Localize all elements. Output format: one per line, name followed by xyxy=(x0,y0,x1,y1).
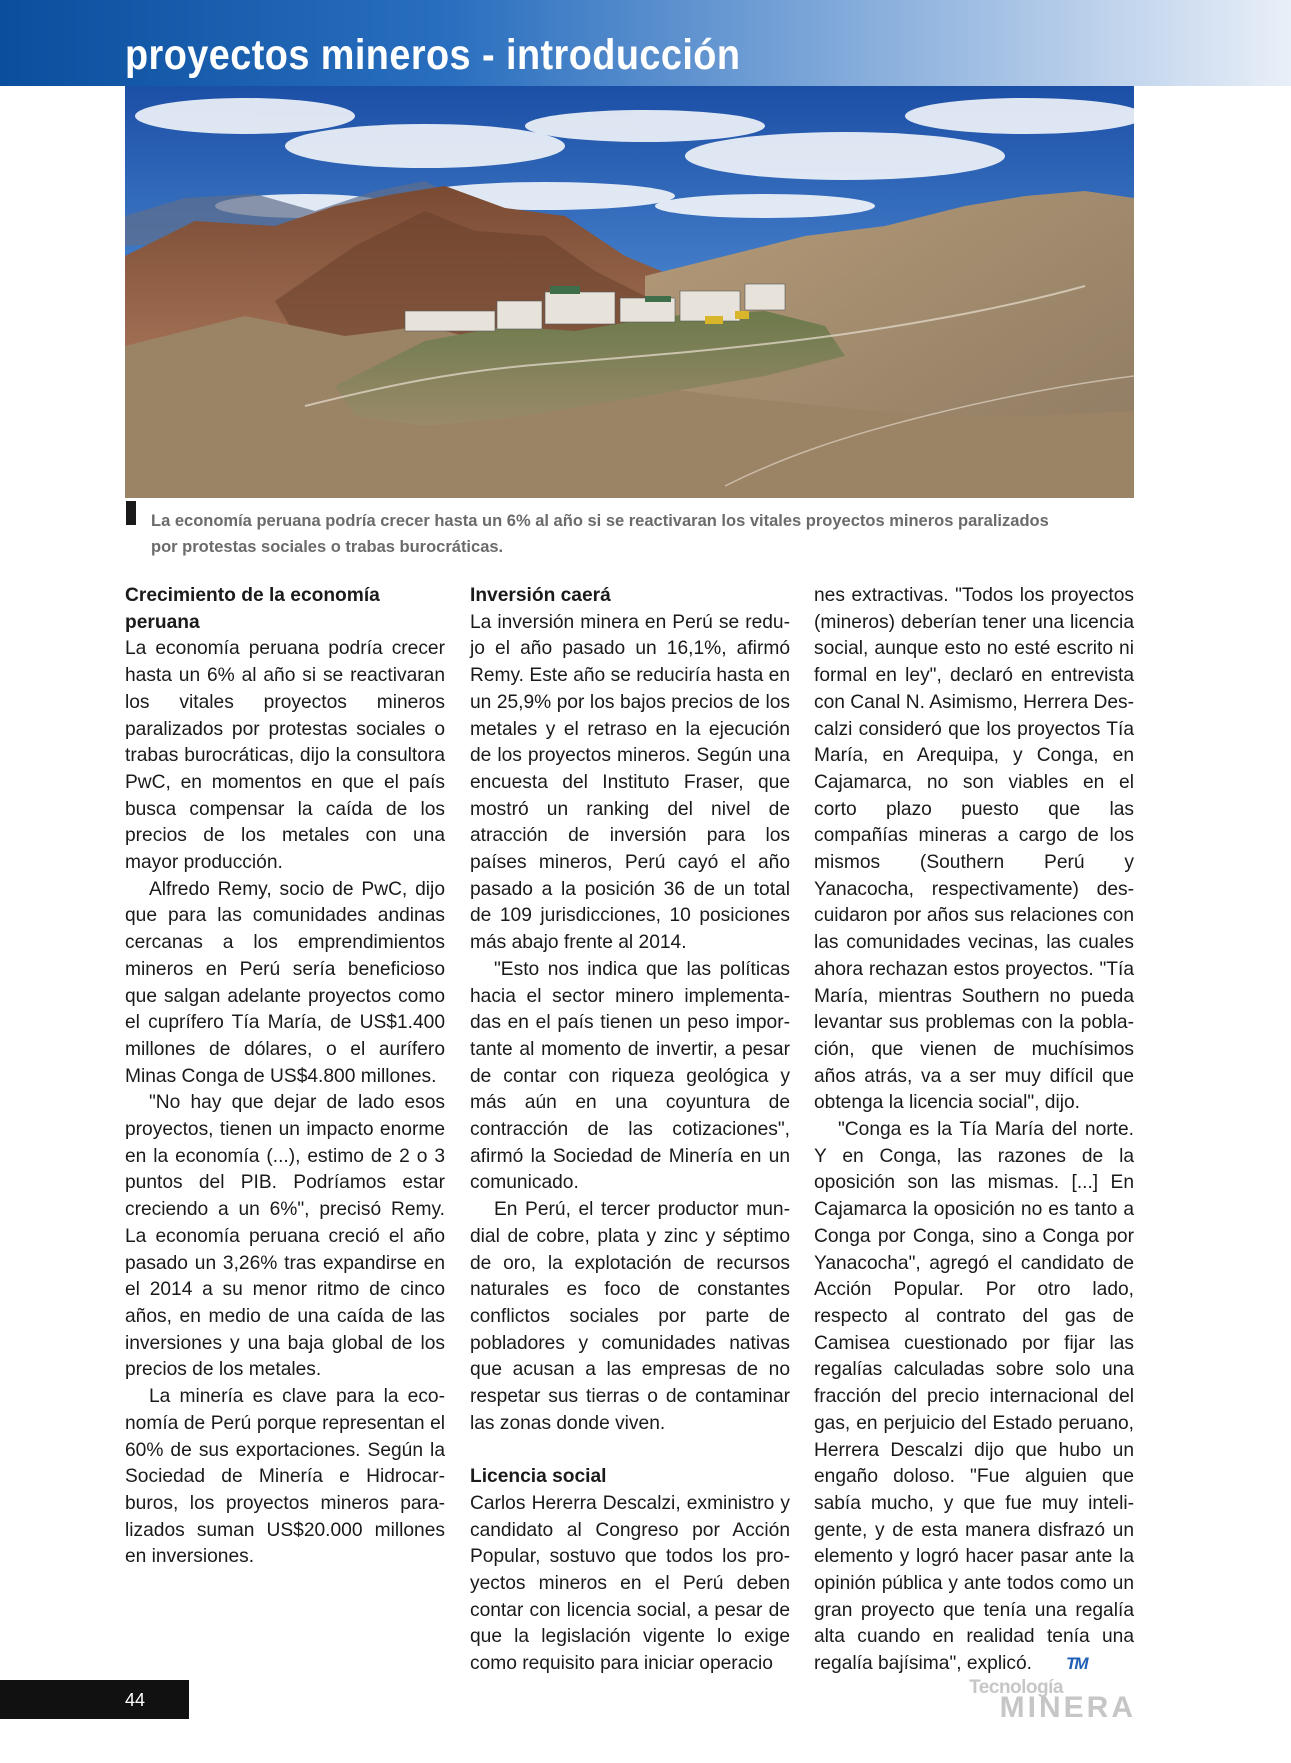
paragraph: "Esto nos indica que las políticas hacia el sector minero implementadas en el país tienen un peso importante al momento de invertir, a pesar de contar con riqueza geológica y más aún en una coyuntura de contracción de las cotizaciones", afirmó la Sociedad de Minería en un comunicado. xyxy=(470,958,790,1194)
brand-main-text: MINERA xyxy=(999,1691,1136,1724)
paragraph: Carlos Hererra Descalzi, exministro y candidato al Congreso por Acción Popular, sostuvo que todos los proyectos mineros en el Perú deben contar con licencia social, a pesar de que la legislación vigente lo exige como requisito para iniciar operacio xyxy=(470,1492,790,1675)
paragraph: La inversión minera en Perú se redujo el año pasado un 16,1%, afirmó Remy. Este año se reduciría hasta en un 25,9% por los bajos precios de los metales y el retraso en la ejecución de los proyectos mineros. Según una encuesta del Instituto Fraser, que mostró un ranking del nivel de atracción de inversión para los países mineros, Perú cayó el año pasado a la posición 36 de un total de 109 jurisdicciones, 10 posiciones más abajo frente al 2014. xyxy=(470,611,790,954)
tm-end-mark-icon: TM xyxy=(1065,1654,1087,1674)
paragraph: "No hay que dejar de lado esos proyectos, tienen un impacto enorme en la economía (...), estimo de 2 o 3 puntos del PIB. Podríamos estar creciendo a un 6%", precisó Remy. La economía peruana creció el año pasado un 3,26% tras expandirse en el 2014 a su menor ritmo de cinco años, en medio de una caída de las inversiones y una baja global de los precios de los metales. xyxy=(125,1092,445,1381)
page-number-box xyxy=(0,1680,189,1719)
section-title: proyectos mineros - introducción xyxy=(125,31,741,79)
caption-marker xyxy=(126,501,136,525)
article-column-1 xyxy=(125,583,445,1571)
paragraph-final xyxy=(814,1117,1134,1678)
paragraph: nes extractivas. "Todos los proyectos (mineros) deberían tener una licencia social, aunque esto no esté escrito ni formal en ley", declaró en entrevista con Canal N. Asimismo, Herrera Descalzi consideró que los proyectos Tía María, en Arequipa, y Conga, en Cajamarca, no son viables en el corto plazo puesto que las compañías mineras a cargo de los mismos (Southern Perú y Yanacocha, respectivamente) descuidaron por años sus relaciones con las comunidades vecinas, las cuales ahora rechazan estos proyectos. "Tía María, mientras Southern no pueda levantar sus problemas con la población, que vienen de muchísimos años atrás, va a ser muy difícil que obtenga la licencia social", dijo. xyxy=(814,585,1134,1114)
subheading-inversion: Inversión caerá xyxy=(470,585,611,606)
paragraph: En Perú, el tercer productor mundial de cobre, plata y zinc y séptimo de oro, la explotación de recursos naturales es foco de constantes conflictos sociales por parte de pobladores y comunidades nativas que acusan a las empresas de no respetar sus tierras o de contaminar las zonas donde viven. xyxy=(470,1199,790,1434)
tecnologia-minera-logo xyxy=(968,1678,1136,1726)
spacer xyxy=(470,1438,790,1465)
photo-caption: La economía peruana podría crecer hasta un 6% al año si se reactivaran los vitales proyectos mineros paralizados por protestas sociales o trabas burocráticas. xyxy=(151,512,1049,556)
article-column-3 xyxy=(814,583,1134,1678)
page-number: 44 xyxy=(125,1690,146,1710)
brand-top-text: Tecnología xyxy=(969,1677,1063,1698)
subheading-crecimiento: Crecimiento de la economía peruana xyxy=(125,585,380,633)
paragraph: La minería es clave para la economía de Perú porque representan el 60% de sus exportaciones. Según la Sociedad de Minería e Hidrocarburos, los proyectos mineros paralizados suman US$20.000 millones en inversiones. xyxy=(125,1386,445,1568)
paragraph-text: "Conga es la Tía María del norte. Y en Conga, las razones de la oposición son las mismas. [...] En Cajamarca la oposición no es tanto a Conga por Conga, sino a Conga por Yanacocha", agregó el candidato de Acción Popular. Por otro lado, respecto al contrato del gas de Camisea cuestionado por fijar las regalías calculadas sobre solo una fracción del precio internacional del gas, en perjuicio del Estado peruano, Herrera Descalzi dijo que hubo un engaño doloso. "Fue alguien que sabía mucho, y que fue muy inteligente, y de esta manera disfrazó un elemento y logró hacer pasar ante la opinión pública y ante todos como un gran proyecto que tenía una regalía alta cuando en realidad tenía una regalía bajísima", explicó. xyxy=(814,1119,1134,1675)
article-column-2 xyxy=(470,583,790,1678)
mine-landscape-photo xyxy=(125,86,1134,498)
subheading-licencia: Licencia social xyxy=(470,1466,607,1488)
paragraph: Alfredo Remy, socio de PwC, dijo que para las comunidades andinas cercanas a los emprendimientos mineros en Perú sería beneficioso que salgan adelante proyectos como el cuprífero Tía María, de US$1.400 millones de dólares, o el aurífero Minas Conga de US$4.800 millones. xyxy=(125,878,445,1087)
paragraph: La economía peruana podría crecer hasta un 6% al año si se reactivaran los vitales proyectos mineros paralizados por protestas sociales o trabas burocráticas, dijo la consultora PwC, en momentos en que el país busca compensar la caída de los precios de los metales con una mayor producción. xyxy=(125,638,445,874)
